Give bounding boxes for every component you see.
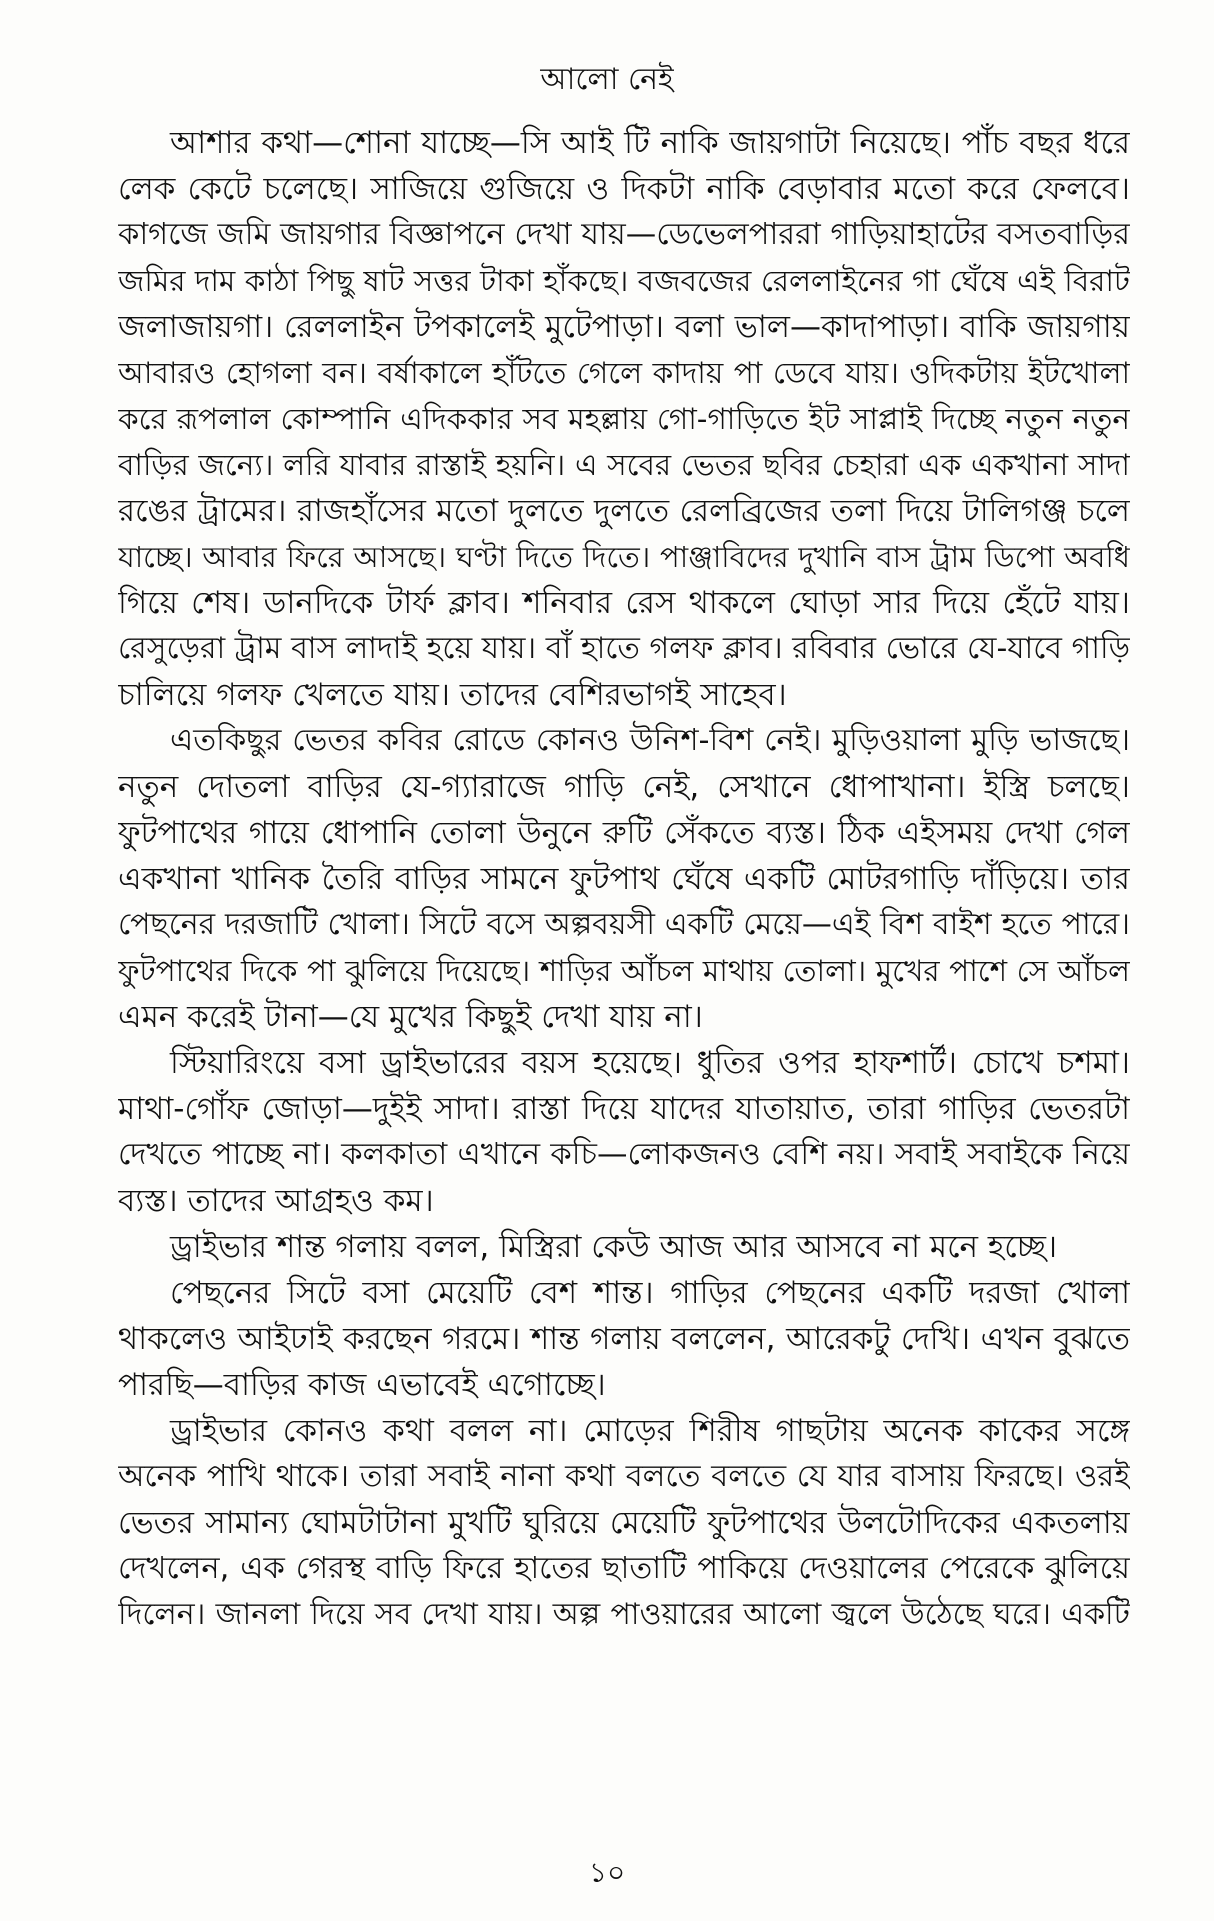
text-line: এমন করেই টানা—যে মুখের কিছুই দেখা যায় না। bbox=[118, 999, 703, 1035]
text-line: জমির দাম কাঠা পিছু ষাট সত্তর টাকা হাঁকছে। বজবজের রেললাইনের গা ঘেঁষে এই বিরাট bbox=[118, 264, 1130, 298]
text-line: দেখতে পাচ্ছে না। কলকাতা এখানে কচি—লোকজনও বেশি নয়। সবাই সবাইকে নিয়ে bbox=[118, 1137, 1130, 1172]
text-line: গিয়ে শেষ। ডানদিকে টার্ফ ক্লাব। শনিবার রেস থাকলে ঘোড়া সার দিয়ে হেঁটে যায়। bbox=[118, 585, 1130, 621]
text-line: দেখলেন, এক গেরস্থ বাড়ি ফিরে হাতের ছাতাটি পাকিয়ে দেওয়ালের পেরেকে ঝুলিয়ে bbox=[118, 1551, 1130, 1586]
text-line: আবারও হোগলা বন। বর্ষাকালে হাঁটতে গেলে কাদায় পা ডেবে যায়। ওদিকটায় ইটখোলা bbox=[118, 356, 1130, 390]
text-line: ফুটপাথের গায়ে ধোপানি তোলা উনুনে রুটি সেঁকতে ব্যস্ত। ঠিক এইসময় দেখা গেল bbox=[118, 815, 1130, 851]
text-line: দিলেন। জানলা দিয়ে সব দেখা যায়। অল্প পাওয়ারের আলো জ্বলে উঠেছে ঘরে। একটি bbox=[118, 1597, 1130, 1632]
text-line: এতকিছুর ভেতর কবির রোডে কোনও উনিশ-বিশ নেই। মুড়িওয়ালা মুড়ি ভাজছে। bbox=[170, 723, 1130, 758]
text-line: পারছি—বাড়ির কাজ এভাবেই এগোচ্ছে। bbox=[118, 1367, 606, 1403]
page-number: ১০ bbox=[588, 1856, 626, 1889]
text-line: কাগজে জমি জায়গার বিজ্ঞাপনে দেখা যায়—ডেভেলপাররা গাড়িয়াহাটের বসতবাড়ির bbox=[118, 217, 1130, 252]
running-head: আলো নেই bbox=[540, 62, 674, 97]
text-line: আশার কথা—শোনা যাচ্ছে—সি আই টি নাকি জায়গাটা নিয়েছে। পাঁচ বছর ধরে bbox=[170, 125, 1130, 161]
body-text bbox=[118, 120, 1130, 1638]
text-line: যাচ্ছে। আবার ফিরে আসছে। ঘণ্টা দিতে দিতে। পাঞ্জাবিদের দুখানি বাস ট্রাম ডিপো অবধি bbox=[118, 540, 1130, 574]
text-line: ব্যস্ত। তাদের আগ্রহও কম। bbox=[118, 1183, 434, 1219]
text-line: অনেক পাখি থাকে। তারা সবাই নানা কথা বলতে বলতে যে যার বাসায় ফিরছে। ওরই bbox=[118, 1459, 1130, 1494]
text-line: একখানা খানিক তৈরি বাড়ির সামনে ফুটপাথ ঘেঁষে একটি মোটরগাড়ি দাঁড়িয়ে। তার bbox=[118, 861, 1130, 897]
text-line: রেসুড়েরা ট্রাম বাস লাদাই হয়ে যায়। বাঁ হাতে গলফ ক্লাব। রবিবার ভোরে যে-যাবে গাড়ি bbox=[118, 631, 1130, 666]
text-line: স্টিয়ারিংয়ে বসা ড্রাইভারের বয়স হয়েছে। ধুতির ওপর হাফশার্ট। চোখে চশমা। bbox=[170, 1045, 1130, 1081]
text-line: ফুটপাথের দিকে পা ঝুলিয়ে দিয়েছে। শাড়ির আঁচল মাথায় তোলা। মুখের পাশে সে আঁচল bbox=[118, 954, 1130, 988]
text-line: রঙের ট্রামের। রাজহাঁসের মতো দুলতে দুলতে রেলব্রিজের তলা দিয়ে টালিগঞ্জ চলে bbox=[118, 493, 1130, 529]
text-line: জলাজায়গা। রেললাইন টপকালেই মুটেপাড়া। বলা ভাল—কাদাপাড়া। বাকি জায়গায় bbox=[118, 309, 1130, 345]
text-line: থাকলেও আইঢাই করছেন গরমে। শান্ত গলায় বললেন, আরেকটু দেখি। এখন বুঝতে bbox=[118, 1321, 1130, 1357]
text-line: পেছনের দরজাটি খোলা। সিটে বসে অল্পবয়সী একটি মেয়ে—এই বিশ বাইশ হতে পারে। bbox=[118, 907, 1130, 942]
text-line: ড্রাইভার কোনও কথা বলল না। মোড়ের শিরীষ গাছটায় অনেক কাকের সঙ্গে bbox=[170, 1413, 1130, 1449]
text-line: নতুন দোতলা বাড়ির যে-গ্যারাজে গাড়ি নেই, সেখানে ধোপাখানা। ইস্ত্রি চলছে। bbox=[118, 769, 1130, 805]
text-line: বাড়ির জন্যে। লরি যাবার রাস্তাই হয়নি। এ সবের ভেতর ছবির চেহারা এক একখানা সাদা bbox=[118, 448, 1130, 482]
text-line: ভেতর সামান্য ঘোমটাটানা মুখটি ঘুরিয়ে মেয়েটি ফুটপাথের উলটোদিকের একতলায় bbox=[118, 1505, 1130, 1541]
text-line: চালিয়ে গলফ খেলতে যায়। তাদের বেশিরভাগই সাহেব। bbox=[118, 677, 787, 713]
text-line: ড্রাইভার শান্ত গলায় বলল, মিস্ত্রিরা কেউ আজ আর আসবে না মনে হচ্ছে। bbox=[170, 1229, 1058, 1265]
text-line: করে রূপলাল কোম্পানি এদিককার সব মহল্লায় গো-গাড়িতে ইট সাপ্লাই দিচ্ছে নতুন নতুন bbox=[118, 402, 1130, 436]
text-line: লেক কেটে চলেছে। সাজিয়ে গুজিয়ে ও দিকটা নাকি বেড়াবার মতো করে ফেলবে। bbox=[118, 171, 1130, 207]
text-line: পেছনের সিটে বসা মেয়েটি বেশ শান্ত। গাড়ির পেছনের একটি দরজা খোলা bbox=[170, 1275, 1130, 1311]
text-line: মাথা-গোঁফ জোড়া—দুইই সাদা। রাস্তা দিয়ে যাদের যাতায়াত, তারা গাড়ির ভেতরটা bbox=[118, 1091, 1130, 1127]
